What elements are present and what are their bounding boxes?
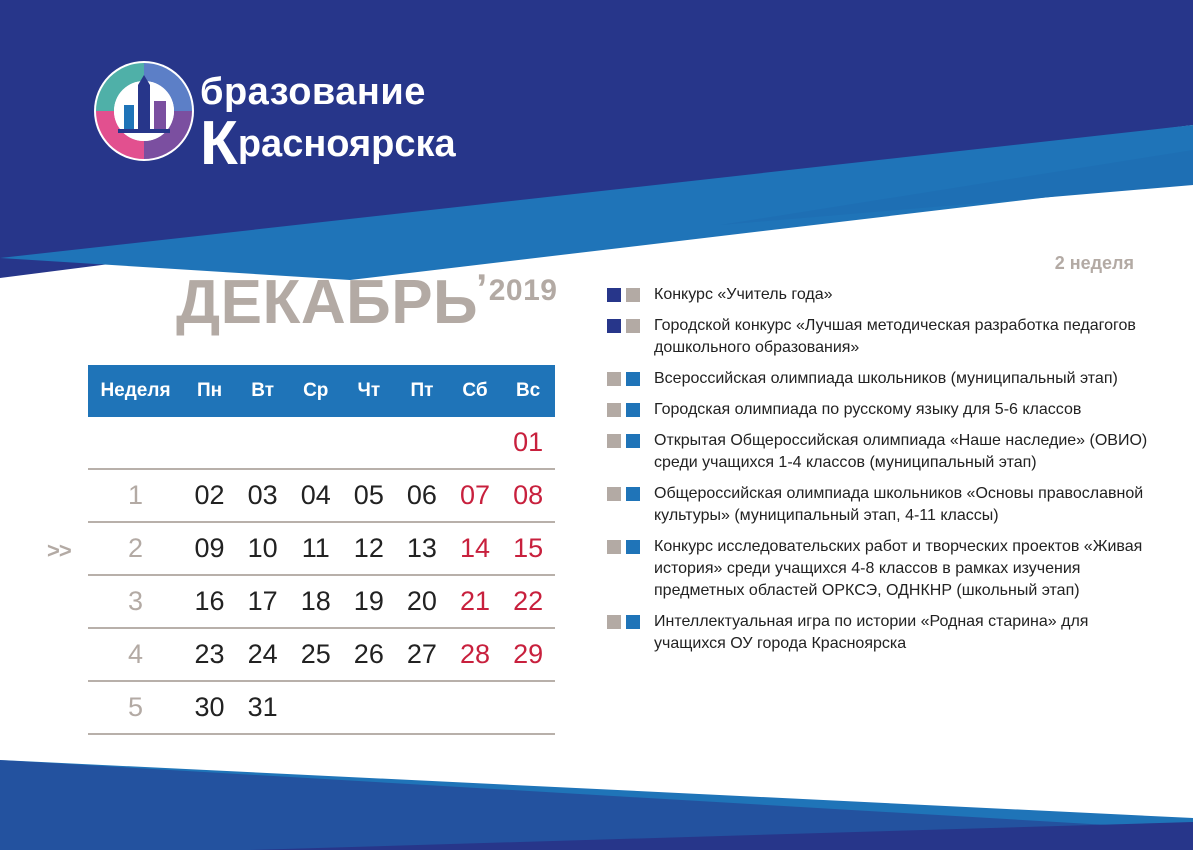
category-square-icon <box>626 615 640 629</box>
event-text: Конкурс «Учитель года» <box>654 286 833 303</box>
category-square-icon <box>626 540 640 554</box>
current-week-marker: >> <box>47 538 71 563</box>
event-item <box>607 315 1167 359</box>
header-week: Неделя <box>100 380 171 401</box>
event-text: Открытая Общероссийская олимпиада «Наше наследие» (ОВИО) среди учащихся 1-4 классов (муниципальный этап) <box>654 432 1148 471</box>
event-item <box>607 536 1167 602</box>
event-text: Общероссийская олимпиада школьников «Основы православной культуры» (муниципальный этап, 4-11 классы) <box>654 485 1144 524</box>
category-square-icon <box>607 615 621 629</box>
weekend-day-cell: 21 <box>459 586 491 616</box>
calendar-week-row <box>88 629 555 682</box>
calendar-table <box>88 365 555 735</box>
category-square-icon <box>626 319 640 333</box>
category-square-icon <box>626 487 640 501</box>
day-cell: 23 <box>194 639 225 669</box>
event-item <box>607 430 1167 474</box>
category-square-icon <box>607 288 621 302</box>
category-square-icon <box>607 319 621 333</box>
brand-logo <box>88 55 456 185</box>
year-number: 2019 <box>488 274 558 307</box>
day-cell: 30 <box>194 692 225 722</box>
day-cell: 20 <box>406 586 437 616</box>
year-apostrophe: ’ <box>476 267 488 311</box>
logo-emblem-icon <box>88 55 200 167</box>
header-tue: Вт <box>251 380 275 401</box>
events-list <box>607 284 1167 664</box>
day-cell: 16 <box>194 586 225 616</box>
event-markers <box>607 315 654 359</box>
category-square-icon <box>607 540 621 554</box>
event-markers <box>607 536 654 602</box>
day-cell: 24 <box>247 639 278 669</box>
weekend-day-cell: 07 <box>459 480 491 510</box>
event-text: Всероссийская олимпиада школьников (муниципальный этап) <box>654 370 1118 387</box>
day-cell: 18 <box>300 586 331 616</box>
weekend-day-cell: 14 <box>459 533 491 563</box>
category-square-icon <box>626 372 640 386</box>
header-mon: Пн <box>196 380 223 401</box>
week-number: 1 <box>127 480 144 510</box>
category-square-icon <box>607 487 621 501</box>
event-item <box>607 611 1167 655</box>
weekend-day-cell: 28 <box>459 639 491 669</box>
logo-big-letter: К <box>200 109 238 178</box>
day-cell: 31 <box>247 692 278 722</box>
week-number: 4 <box>127 639 144 669</box>
header-wed: Ср <box>303 380 329 401</box>
day-cell: 11 <box>301 533 330 563</box>
weekend-day-cell: 22 <box>513 586 544 616</box>
event-markers <box>607 368 654 390</box>
event-markers <box>607 483 654 527</box>
weekend-day-cell: 01 <box>513 427 544 457</box>
calendar-body <box>88 417 555 735</box>
day-cell: 13 <box>406 533 437 563</box>
week-number: 2 <box>127 533 144 563</box>
day-cell: 10 <box>247 533 278 563</box>
event-text: Городской конкурс «Лучшая методическая разработка педагогов дошкольного образования» <box>654 317 1136 356</box>
event-item <box>607 284 1167 306</box>
calendar-week-row <box>88 576 555 629</box>
calendar-week-row <box>88 470 555 523</box>
week-number: 3 <box>127 586 144 616</box>
event-item <box>607 399 1167 421</box>
header-thu: Чт <box>357 380 381 401</box>
week-number: 5 <box>127 692 144 722</box>
event-markers <box>607 399 654 421</box>
event-markers <box>607 284 654 306</box>
day-cell: 26 <box>353 639 384 669</box>
weekend-day-cell: 15 <box>513 533 544 563</box>
day-cell: 27 <box>406 639 437 669</box>
logo-text-line1: бразование <box>200 71 426 113</box>
header-sun: Вс <box>515 380 541 401</box>
logo-text-line2 <box>200 109 456 178</box>
week-label: 2 неделя <box>1054 253 1134 273</box>
day-cell: 17 <box>247 586 278 616</box>
day-cell: 05 <box>353 480 384 510</box>
calendar-header <box>88 365 555 417</box>
day-cell: 12 <box>353 533 384 563</box>
category-square-icon <box>626 403 640 417</box>
logo-text-rest: расноярска <box>237 123 456 165</box>
weekend-day-cell: 08 <box>513 480 544 510</box>
month-name: ДЕКАБРЬ <box>176 268 479 337</box>
event-markers <box>607 611 654 655</box>
event-text: Городская олимпиада по русскому языку для 5-6 классов <box>654 401 1082 418</box>
category-square-icon <box>607 403 621 417</box>
header-fri: Пт <box>410 380 434 401</box>
event-text: Конкурс исследовательских работ и творческих проектов «Живая история» среди учащихся 4-8 классов в рамках изучения предметных областей ОРКСЭ, ОДНКНР (школьный этап) <box>654 538 1143 599</box>
day-cell: 02 <box>194 480 225 510</box>
day-cell: 09 <box>194 533 225 563</box>
event-markers <box>607 430 654 474</box>
month-year <box>476 267 558 311</box>
day-cell: 19 <box>353 586 384 616</box>
day-cell: 04 <box>300 480 331 510</box>
weekend-day-cell: 29 <box>513 639 544 669</box>
category-square-icon <box>626 434 640 448</box>
calendar-week-row <box>88 523 555 576</box>
calendar-week-row <box>88 417 555 470</box>
day-cell: 06 <box>406 480 437 510</box>
category-square-icon <box>607 434 621 448</box>
event-item <box>607 368 1167 390</box>
month-title <box>176 267 558 337</box>
day-cell: 25 <box>300 639 331 669</box>
category-square-icon <box>626 288 640 302</box>
event-item <box>607 483 1167 527</box>
event-text: Интеллектуальная игра по истории «Родная старина» для учащихся ОУ города Красноярска <box>654 613 1089 652</box>
category-square-icon <box>607 372 621 386</box>
day-cell: 03 <box>247 480 278 510</box>
calendar-week-row <box>88 682 555 735</box>
header-sat: Сб <box>462 380 488 401</box>
